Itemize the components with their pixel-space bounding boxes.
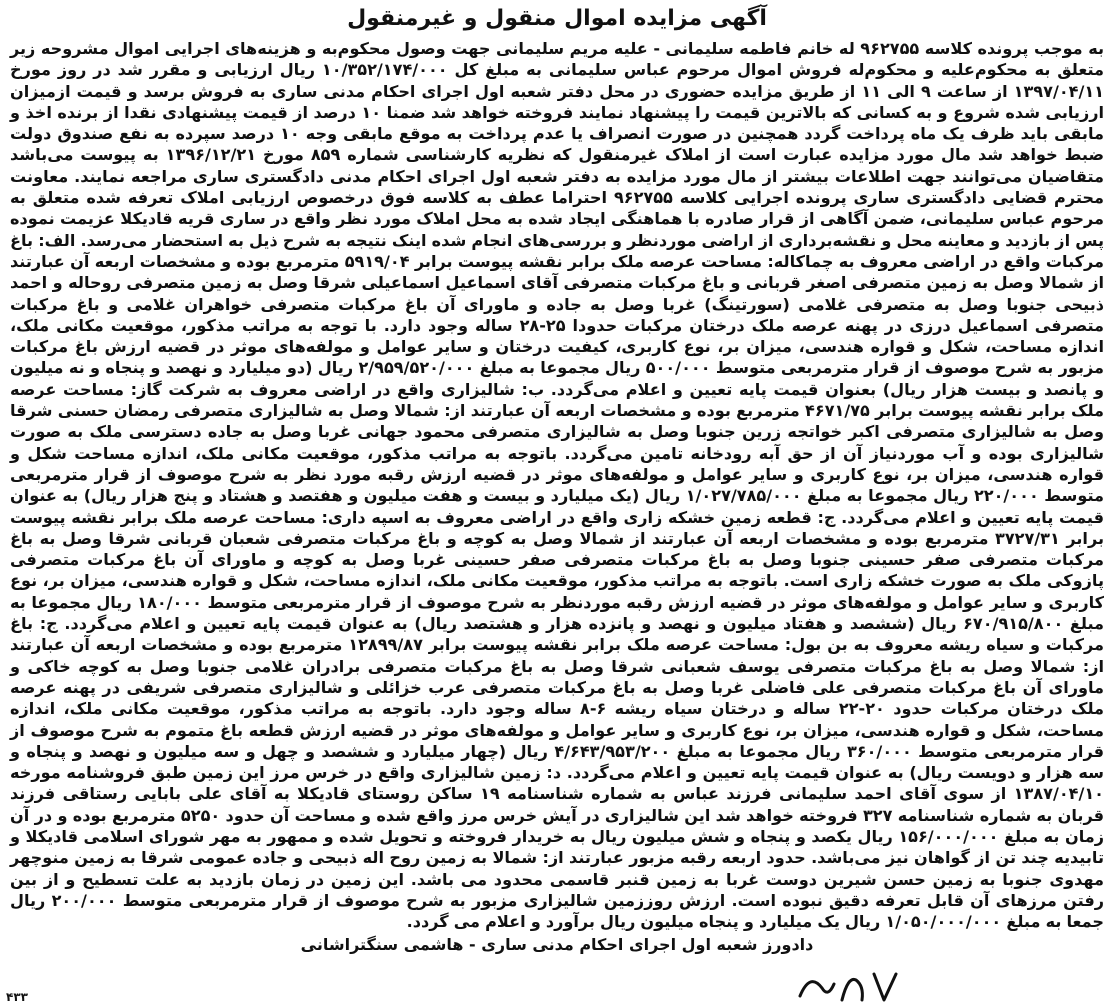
- page-number: ۴۳۳: [6, 990, 28, 1004]
- notice-title: آگهی مزایده اموال منقول و غیرمنقول: [347, 6, 767, 31]
- handwritten-number-mark: [792, 966, 912, 1006]
- notice-body: به موجب پرونده کلاسه ۹۶۲۷۵۵ له خانم فاطمه سلیمانی - علیه مریم سلیمانی جهت وصول محکوم‌به و هزینه‌های اجرایی اموال مشروحه زیر متعلق به محکوم‌علیه و محکوم‌له فروش اموال مرحوم عباس سلیمانی به مبلغ کل ۱۰/۳۵۲/۱۷۴/۰۰۰ ریال ارزیابی و مقرر شد در روز مورخ ۱۳۹۷/۰۴/۱۱ از ساعت ۹ الی ۱۱ از طریق مزایده حضوری در محل دفتر شعبه اول اجرای احکام مدنی ساری به فروش برسد و قیمت ازمیزان ارزیابی شده شروع و به کسانی که بالاترین قیمت را پیشنهاد نمایند فروخته خواهد شد ضمنا ۱۰ درصد از قیمت پیشنهادی نقدا از برنده اخذ و مابقی باید ظرف یک ماه پرداخت گردد همچنین در صورت انصراف یا عدم پرداخت به موقع مابقی وجه ۱۰ درصد سپرده به نفع صندوق دولت ضبط خواهد شد مال مورد مزایده عبارت است از املاک غیرمنقول که نظریه کارشناسی شماره ۸۵۹ مورخ ۱۳۹۶/۱۲/۲۱ به پیوست می‌باشد متقاضیان می‌توانند جهت اطلاعات بیشتر از مال مورد مزایده به دفتر شعبه اول اجرای احکام مدنی دادگستری ساری مراجعه نمایند. معاونت محترم قضایی دادگستری ساری پرونده اجرایی کلاسه ۹۶۲۷۵۵ احتراما عطف به کلاسه فوق درخصوص ارزیابی املاک تعرفه شده متعلق به مرحوم عباس سلیمانی، ضمن آگاهی از قرار صادره با هماهنگی ایجاد شده به محل املاک مورد نظر واقع در ساری قریه قادیکلا عزیمت نموده پس از بازدید و معاینه محل و نقشه‌برداری از اراضی موردنظر و بررسی‌های انجام شده اینک نتیجه به شرح ذیل به استحضار می‌رسد. الف: باغ مرکبات واقع در اراضی معروف به چماکاله: مساحت عرصه ملک برابر نقشه پیوست برابر ۵۹۱۹/۰۴ مترمربع بوده و مشخصات اربعه آن عبارتند از شمالا وصل به زمین متصرفی اصغر قربانی و باغ مرکبات متصرفی آقای اسماعیل اسماعیلی شرقا وصل به زمین متصرفی روحاله و احمد ذبیحی جنوبا وصل به متصرفی غلامی (سورتینگ) غربا وصل به جاده و ماورای آن باغ مرکبات متصرفی خواهران غلامی و باغ مرکبات متصرفی اسماعیل درزی در پهنه عرصه ملک درختان مرکبات حدودا ۲۵-۲۸ ساله وجود دارد. با توجه به مراتب مذکور، موقعیت مکانی ملک، اندازه مساحت، شکل و قواره هندسی، میزان بر، نوع کاربری، کیفیت درختان و سایر عوامل و مولفه‌های موثر در قضیه ارزش باغ مرکبات مزبور به شرح موصوف از قرار مترمربعی متوسط ۵۰۰/۰۰۰ ریال مجموعا به مبلغ ۲/۹۵۹/۵۲۰/۰۰۰ ریال (دو میلیارد و نهصد و پنجاه و نه میلیون و پانصد و بیست هزار ریال) بعنوان قیمت پایه تعیین و اعلام می‌گردد. ب: شالیزاری واقع در اراضی معروف به شرکت گاز: مساحت عرصه ملک برابر نقشه پیوست برابر ۴۶۷۱/۷۵ مترمربع بوده و مشخصات اربعه آن عبارتند از: شمالا وصل به شالیزاری متصرفی رمضان حسنی شرقا وصل به شالیزاری متصرفی اکبر خواتجه زرین جنوبا وصل به شالیزاری متصرفی محمود جهانی غربا وصل به جاده دسترسی ملک به صورت شالیزاری بوده و آب موردنیاز آن از حق آبه رودخانه تامین می‌گردد. باتوجه به مراتب مذکور، موقعیت مکانی ملک، اندازه مساحت شکل و قواره هندسی، میزان بر، نوع کاربری و سایر عوامل و مولفه‌های موثر در قضیه ارزش رقبه مورد نظر به شرح موصوف از قرار مترمربعی متوسط ۲۲۰/۰۰۰ ریال مجموعا به مبلغ ۱/۰۲۷/۷۸۵/۰۰۰ ریال (یک میلیارد و بیست و هفت میلیون و هفتصد و هشتاد و پنج هزار ریال) به عنوان قیمت پایه تعیین و اعلام می‌گردد. ج: قطعه زمین خشکه زاری واقع در اراضی معروف به اسپه داری: مساحت عرصه ملک برابر نقشه پیوست برابر ۳۷۲۷/۳۱ مترمربع بوده و مشخصات اربعه آن عبارتند از شمالا وصل به کوچه و باغ مرکبات متصرفی شعبان قربانی شرقا وصل به باغ مرکبات متصرفی صفر حسینی جنوبا وصل به باغ مرکبات متصرفی صفر حسینی غربا وصل به کوچه و ماورای آن باغ مرکبات متصرفی پازوکی ملک به صورت خشکه زاری است. باتوجه به مراتب مذکور، موقعیت مکانی ملک، اندازه مساحت، شکل و قواره هندسی، میزان بر، نوع کاربری و سایر عوامل و مولفه‌های موثر در قضیه ارزش رقبه موردنظر به شرح موصوف از قرار مترمربعی متوسط ۱۸۰/۰۰۰ ریال مجموعا به مبلغ ۶۷۰/۹۱۵/۸۰۰ ریال (ششصد و هفتاد میلیون و نهصد و پانزده هزار و هشتصد ریال) به عنوان قیمت پایه تعیین و اعلام می‌گردد. ج: باغ مرکبات و سیاه ریشه معروف به بن بول: مساحت عرصه ملک برابر نقشه پیوست برابر ۱۲۸۹۹/۸۷ مترمربع بوده و مشخصات اربعه آن عبارتند از: شمالا وصل به باغ مرکبات متصرفی یوسف شعبانی شرقا وصل به باغ مرکبات متصرفی برادران غلامی جنوبا وصل به کوچه خاکی و ماورای آن باغ مرکبات متصرفی علی فاضلی غربا وصل به باغ مرکبات متصرفی عرب خزائلی و شالیزاری متصرفی شریفی در پهنه عرصه ملک درختان مرکبات حدود ۲۰-۲۲ ساله و درختان سیاه ریشه ۶-۸ ساله وجود دارد. باتوجه به مراتب مذکور، موقعیت مکانی ملک، اندازه مساحت، شکل و قواره هندسی، میزان بر، نوع کاربری و سایر عوامل و مولفه‌های موثر در قضیه ارزش قطعه باغ متموم به شرح موصوف از قرار مترمربعی متوسط ۳۶۰/۰۰۰ ریال مجموعا به مبلغ ۴/۶۴۳/۹۵۳/۲۰۰ ریال (چهار میلیارد و ششصد و چهل و سه میلیون و نهصد و پنجاه و سه هزار و دویست ریال) به عنوان قیمت پایه تعیین و اعلام می‌گردد. د: زمین شالیزاری واقع در خرس مرز این زمین طبق فروشنامه مورخه ۱۳۸۷/۰۴/۱۰ از سوی آقای احمد سلیمانی فرزند عباس به شماره شناسنامه ۱۹ ساکن روستای قادیکلا به آقای علی بابایی رستاقی فرزند قربان به شماره شناسنامه ۳۲۷ فروخته خواهد شد این شالیزاری در آیش خرس مرز واقع شده و مساحت آن حدود ۵۲۵۰ مترمربع بوده و در آن زمان به مبلغ ۱۵۶/۰۰۰/۰۰۰ ریال یکصد و پنجاه و شش میلیون ریال به خریدار فروخته و تحویل شده و ممهور به مهر شورای اسلامی قادیکلا و تابیدیه چند تن از گواهان نیز می‌باشد. حدود اربعه رقبه مزبور عبارتند از: شمالا به زمین روح اله ذبیحی و جاده عمومی شرقا به زمین منوچهر مهدوی جنوبا به زمین حسن شیرین دوست غربا به زمین قنبر قاسمی محدود می باشد. این زمین در زمان بازدید به علت تسطیح و از بین رفتن مرزهای آن قابل تعرفه دقیق نبوده است. ارزش روززمین شالیزاری مزبور به شرح موصوف از قرار مترمربعی متوسط ۲۰۰/۰۰۰ ریال جمعا به مبلغ ۱/۰۵۰/۰۰۰/۰۰۰ ریال یک میلیارد و پنجاه میلیون ریال برآورد و اعلام می گردد.: [10, 39, 1105, 932]
- notice-signature: دادورز شعبه اول اجرای احکام مدنی ساری - هاشمی سنگتراشانی: [300, 935, 814, 955]
